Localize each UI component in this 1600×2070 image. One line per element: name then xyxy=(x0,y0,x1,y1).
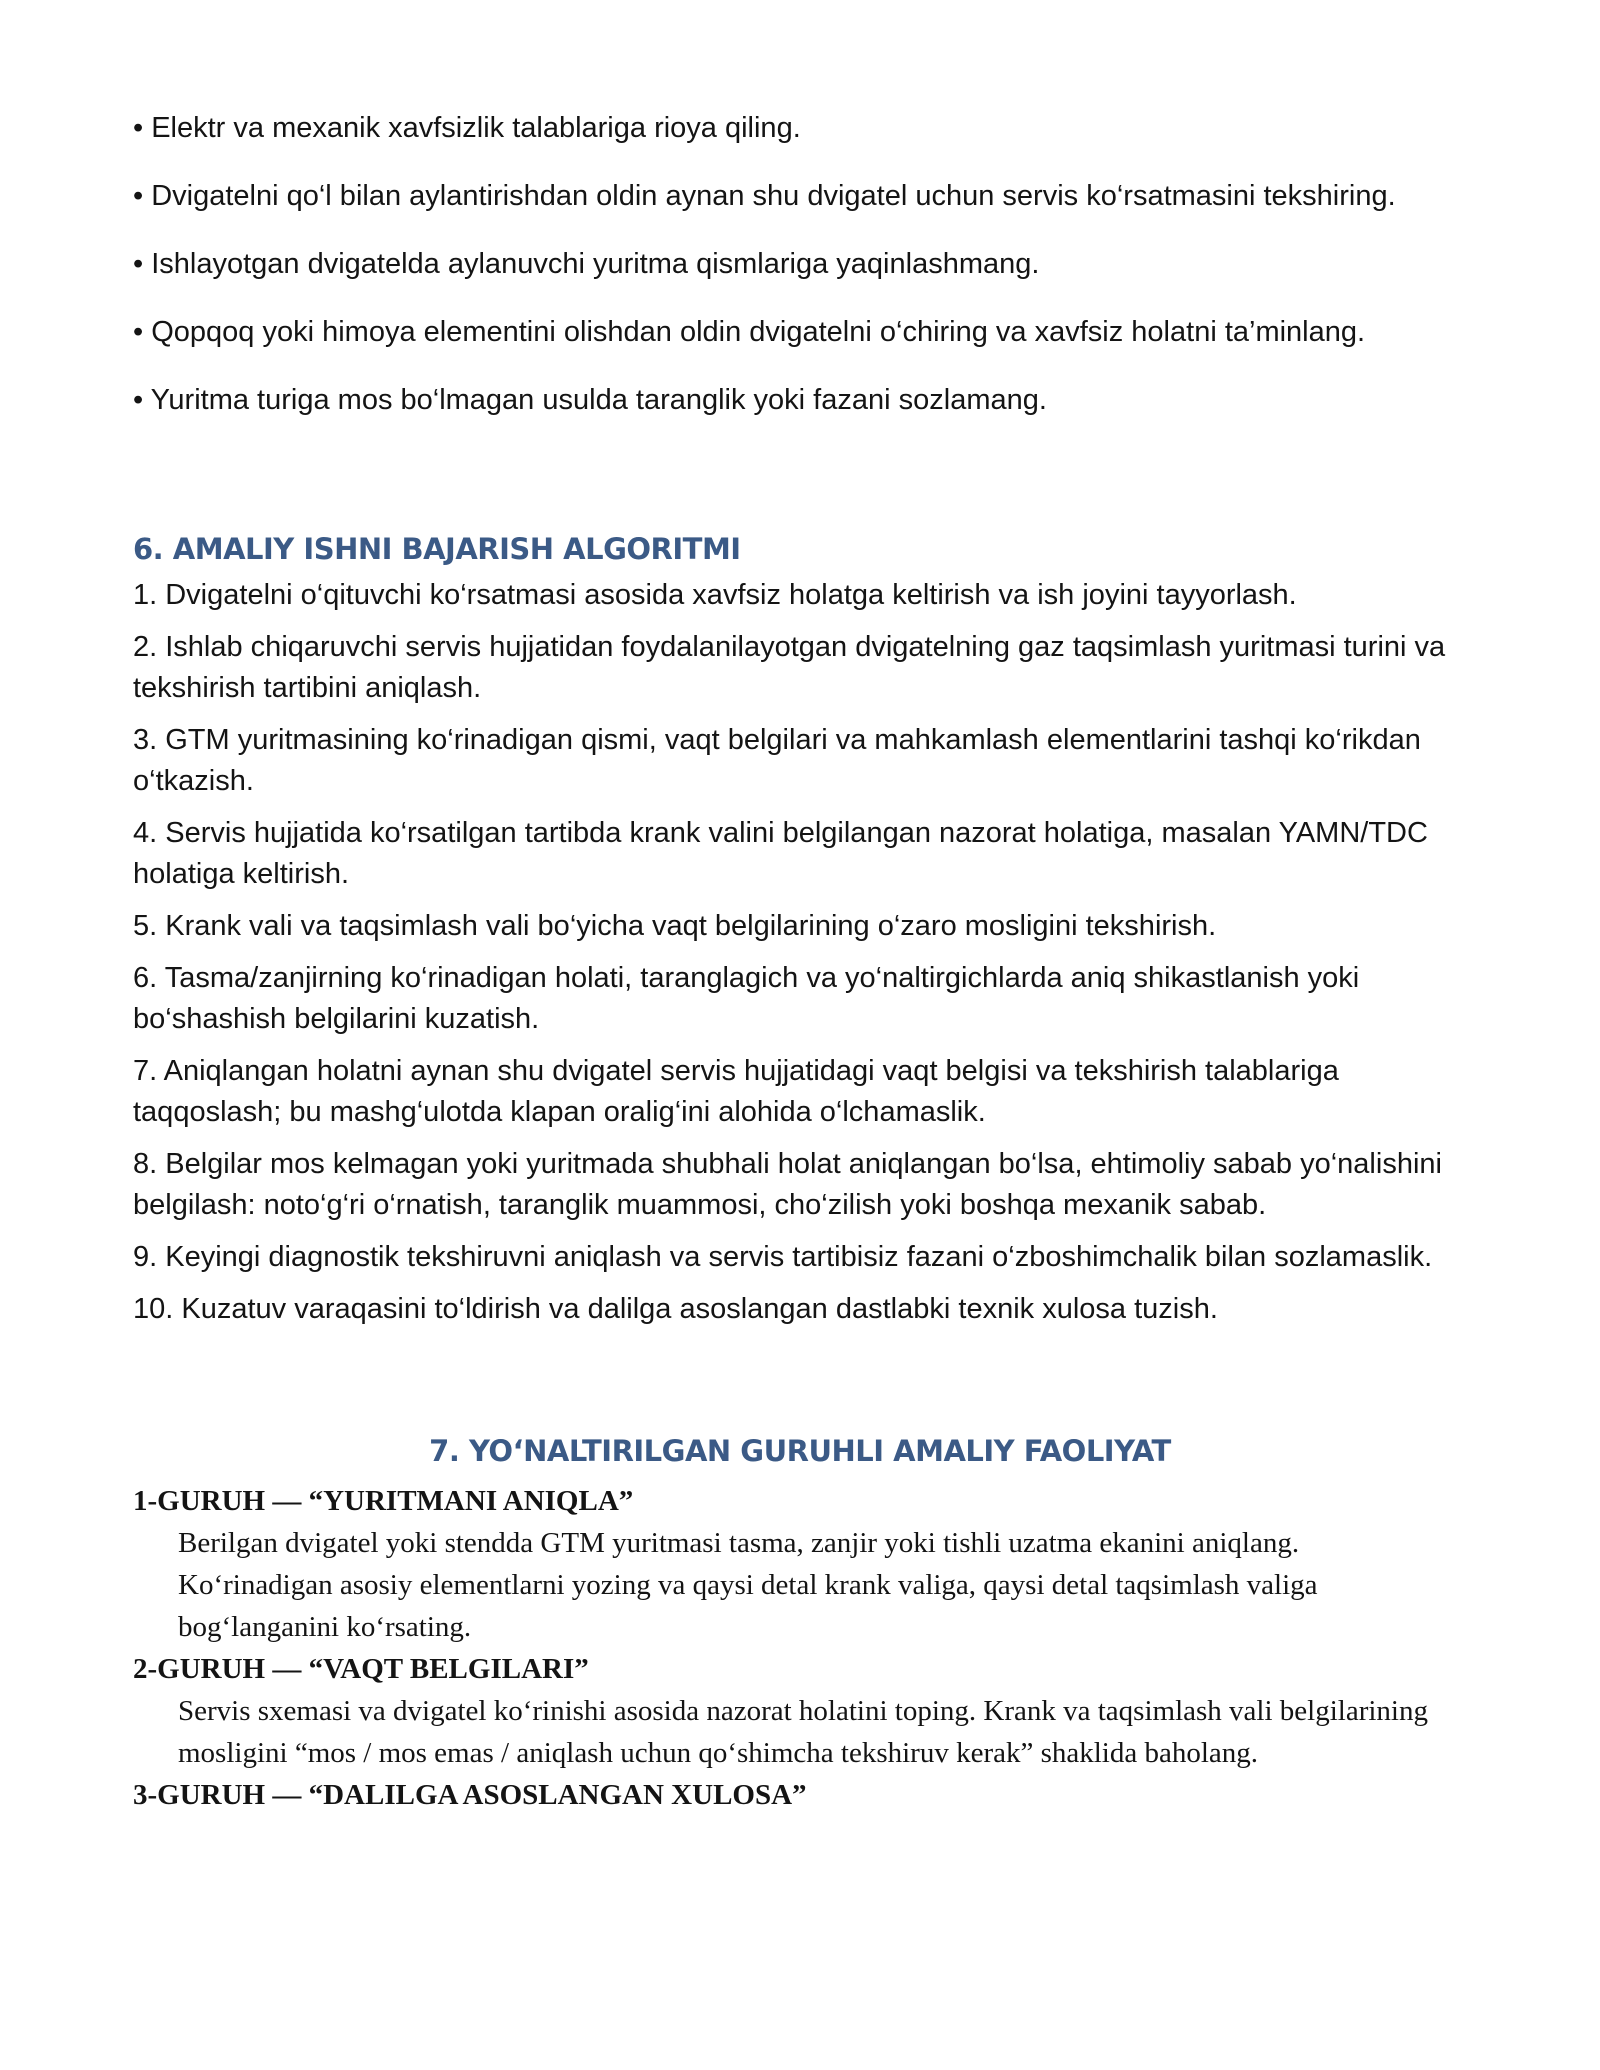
group-2-description: Servis sxemasi va dvigatel ko‘rinishi asosida nazorat holatini toping. Krank va taqsimlash vali belgilarining mosligini “mos / mos emas / aniqlash uchun qo‘shimcha tekshiruv kerak” shaklida baholang. xyxy=(178,1695,1428,1769)
algorithm-step: 9. Keyingi diagnostik tekshiruvni aniqlash va servis tartibisiz fazani o‘zboshimchalik bilan sozlamaslik. xyxy=(133,1241,1433,1273)
algorithm-step-list xyxy=(133,575,1473,1341)
algorithm-step: 1. Dvigatelni o‘qituvchi ko‘rsatmasi asosida xavfsiz holatga keltirish va ish joyini tayyorlash. xyxy=(133,579,1297,611)
group-2-title: 2-GURUH — “VAQT BELGILARI” xyxy=(133,1653,589,1685)
safety-bullet-list xyxy=(133,108,1473,448)
group-activity-list xyxy=(133,1480,1433,1816)
algorithm-step: 10. Kuzatuv varaqasini to‘ldirish va dalilga asoslangan dastlabki texnik xulosa tuzish. xyxy=(133,1293,1218,1325)
safety-bullet: • Qopqoq yoki himoya elementini olishdan oldin dvigatelni o‘chiring va xavfsiz holatni ta’minlang. xyxy=(133,316,1366,348)
section-7-heading: 7. YO‘NALTIRILGAN GURUHLI AMALIY FAOLIYAT xyxy=(429,1434,1171,1468)
algorithm-step: 8. Belgilar mos kelmagan yoki yuritmada shubhali holat aniqlangan bo‘lsa, ehtimoliy sabab yo‘nalishini belgilash: noto‘g‘ri o‘rnatish, taranglik muammosi, cho‘zilish yoki boshqa mexanik sabab. xyxy=(133,1148,1442,1221)
algorithm-step: 7. Aniqlangan holatni aynan shu dvigatel servis hujjatidagi vaqt belgisi va tekshirish talablariga taqqoslash; bu mashg‘ulotda klapan oralig‘ini alohida o‘lchamaslik. xyxy=(133,1055,1339,1128)
algorithm-step: 3. GTM yuritmasining ko‘rinadigan qismi, vaqt belgilari va mahkamlash elementlarini tashqi ko‘rikdan o‘tkazish. xyxy=(133,724,1421,797)
safety-bullet: • Ishlayotgan dvigatelda aylanuvchi yuritma qismlariga yaqinlashmang. xyxy=(133,248,1040,280)
algorithm-step: 6. Tasma/zanjirning ko‘rinadigan holati, taranglagich va yo‘naltirgichlarda aniq shikastlanish yoki bo‘shashish belgilarini kuzatish. xyxy=(133,962,1360,1035)
section-6-heading: 6. AMALIY ISHNI BAJARISH ALGORITMI xyxy=(133,532,741,566)
safety-bullet: • Dvigatelni qo‘l bilan aylantirishdan oldin aynan shu dvigatel uchun servis ko‘rsatmasini tekshiring. xyxy=(133,180,1396,212)
safety-bullet: • Elektr va mexanik xavfsizlik talablariga rioya qiling. xyxy=(133,112,801,144)
group-1-title: 1-GURUH — “YURITMANI ANIQLA” xyxy=(133,1485,634,1517)
group-3-title: 3-GURUH — “DALILGA ASOSLANGAN XULOSA” xyxy=(133,1779,807,1811)
algorithm-step: 5. Krank vali va taqsimlash vali bo‘yicha vaqt belgilarining o‘zaro mosligini tekshirish. xyxy=(133,910,1217,942)
algorithm-step: 4. Servis hujjatida ko‘rsatilgan tartibda krank valini belgilangan nazorat holatiga, masalan YAMN/TDC holatiga keltirish. xyxy=(133,817,1428,890)
safety-bullet: • Yuritma turiga mos bo‘lmagan usulda taranglik yoki fazani sozlamang. xyxy=(133,384,1047,416)
group-1-description: Berilgan dvigatel yoki stendda GTM yuritmasi tasma, zanjir yoki tishli uzatma ekanini aniqlang. Ko‘rinadigan asosiy elementlarni yozing va qaysi detal krank valiga, qaysi detal taqsimlash valiga bog‘langanini ko‘rsating. xyxy=(178,1527,1318,1643)
algorithm-step: 2. Ishlab chiqaruvchi servis hujjatidan foydalanilayotgan dvigatelning gaz taqsimlash yuritmasi turini va tekshirish tartibini aniqlash. xyxy=(133,631,1446,704)
